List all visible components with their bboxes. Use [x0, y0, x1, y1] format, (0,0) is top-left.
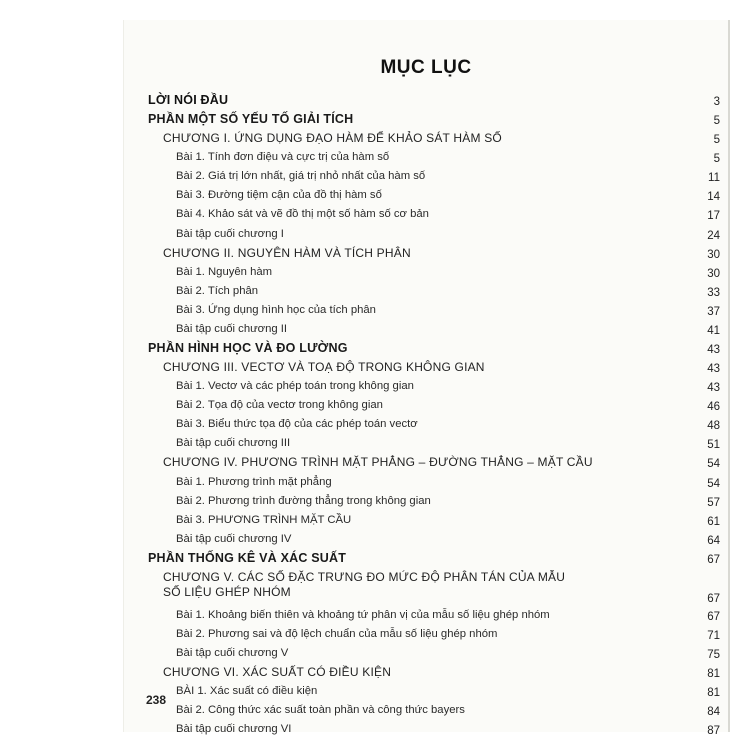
toc-entry: [148, 186, 720, 205]
toc-entry: [148, 377, 720, 396]
toc-entry: [148, 339, 720, 358]
toc-entry-page: 67: [707, 553, 720, 566]
toc-entry-page: 41: [707, 324, 720, 337]
toc-entry-page: 54: [707, 458, 720, 471]
toc-entry-page: 11: [708, 172, 720, 185]
toc-entry-label: Bài 4. Khảo sát và vẽ đồ thị một số hàm số cơ bản: [176, 208, 429, 221]
toc-entry: [148, 453, 720, 472]
toc-entry-page: 48: [707, 420, 720, 433]
toc-entry-page: 81: [707, 687, 720, 700]
toc-entry-page: 87: [707, 725, 720, 738]
toc-entry-page: 64: [707, 534, 720, 547]
toc-entry: [148, 282, 720, 301]
table-of-contents: [148, 91, 720, 740]
toc-entry: [148, 244, 720, 263]
toc-entry: [148, 644, 720, 663]
toc-entry-label: CHƯƠNG I. ỨNG DỤNG ĐẠO HÀM ĐỂ KHẢO SÁT HÀM SỐ: [163, 131, 502, 146]
toc-entry-label: Bài 2. Phương trình đường thẳng trong không gian: [176, 494, 431, 507]
toc-entry-label: Bài 3. PHƯƠNG TRÌNH MẶT CẦU: [176, 513, 352, 526]
toc-entry-page: 5: [713, 115, 720, 128]
toc-entry-label: Bài tập cuối chương V: [176, 647, 289, 660]
toc-entry-label: CHƯƠNG III. VECTƠ VÀ TOẠ ĐỘ TRONG KHÔNG GIAN: [163, 360, 485, 375]
toc-entry-page: 33: [707, 286, 720, 299]
toc-entry: [148, 434, 720, 453]
toc-entry-page: 30: [707, 248, 720, 261]
toc-entry-label: Bài tập cuối chương II: [176, 322, 288, 335]
toc-entry-label: Bài 3. Ứng dụng hình học của tích phân: [176, 303, 376, 316]
toc-entry-label: Bài tập cuối chương III: [176, 437, 291, 450]
toc-entry-label: Bài 2. Tọa độ của vectơ trong không gian: [176, 399, 383, 412]
toc-entry-page: 37: [707, 305, 720, 318]
toc-entry: [148, 167, 720, 186]
toc-entry: [148, 492, 720, 511]
toc-entry-page: 24: [707, 229, 720, 242]
toc-entry-page: 84: [707, 706, 720, 719]
toc-entry: [148, 549, 720, 568]
toc-entry-label: Bài 2. Giá trị lớn nhất, giá trị nhỏ nhất của hàm số: [176, 170, 426, 183]
toc-entry: [148, 720, 720, 739]
page-number: 238: [146, 693, 167, 707]
toc-entry: [148, 358, 720, 377]
toc-entry-page: 30: [707, 267, 720, 280]
toc-entry-label: PHẦN MỘT SỐ YẾU TỐ GIẢI TÍCH: [148, 112, 354, 127]
toc-entry-label: PHẦN HÌNH HỌC VÀ ĐO LƯỜNG: [148, 341, 348, 356]
toc-entry-label: Bài 1. Nguyên hàm: [176, 265, 273, 278]
toc-entry-label: Bài 1. Vectơ và các phép toán trong không gian: [176, 380, 414, 393]
toc-entry-label: Bài tập cuối chương VI: [176, 723, 292, 736]
toc-entry-label: Bài 2. Tích phân: [176, 284, 259, 297]
toc-entry-page: 43: [707, 382, 720, 395]
toc-entry-label: Bài 1. Tính đơn điệu và cực trị của hàm số: [176, 151, 390, 164]
toc-entry-page: 81: [707, 668, 720, 681]
toc-entry-label: BÀI 1. Xác suất có điều kiện: [176, 685, 318, 698]
toc-entry-page: 14: [707, 191, 720, 204]
toc-entry: [148, 625, 720, 644]
toc-entry: [148, 511, 720, 530]
toc-entry: [148, 568, 720, 606]
toc-entry: [148, 473, 720, 492]
toc-entry-page: 67: [707, 610, 720, 623]
toc-entry: [148, 205, 720, 224]
toc-entry-page: 5: [713, 134, 720, 147]
toc-entry-page: 57: [707, 496, 720, 509]
toc-entry-label: Bài 3. Đường tiệm cận của đồ thị hàm số: [176, 189, 382, 202]
toc-entry-label: CHƯƠNG V. CÁC SỐ ĐẶC TRƯNG ĐO MỨC ĐỘ PHÂN TÁN CỦA MẪU SỐ LIỆU GHÉP NHÓM: [163, 569, 566, 599]
book-page: [124, 20, 728, 738]
toc-entry-label: LỜI NÓI ĐẦU: [148, 93, 229, 107]
toc-entry: [148, 530, 720, 549]
toc-entry: [148, 320, 720, 339]
toc-entry-page: 46: [707, 401, 720, 414]
toc-entry-label: CHƯƠNG VI. XÁC SUẤT CÓ ĐIỀU KIỆN: [163, 665, 392, 680]
toc-entry-page: 17: [707, 210, 720, 223]
toc-entry-label: Bài tập cuối chương I: [176, 227, 284, 240]
toc-entry-page: 71: [707, 630, 720, 643]
toc-entry: [148, 606, 720, 625]
toc-entry: [148, 415, 720, 434]
toc-entry-page: 43: [707, 363, 720, 376]
toc-entry: [148, 148, 720, 167]
toc-entry: [148, 110, 720, 129]
toc-entry-page: 67: [707, 592, 720, 605]
toc-entry-page: 61: [707, 515, 720, 528]
toc-entry-label: PHẦN THỐNG KÊ VÀ XÁC SUẤT: [148, 550, 347, 565]
toc-entry: [148, 91, 720, 110]
toc-entry-page: 43: [707, 344, 720, 357]
toc-entry-label: Bài 2. Phương sai và độ lệch chuẩn của mẫu số liệu ghép nhóm: [176, 628, 498, 641]
toc-entry-label: Bài 3. Biểu thức tọa độ của các phép toán vectơ: [176, 418, 418, 431]
toc-entry: [148, 301, 720, 320]
toc-entry: [148, 263, 720, 282]
toc-entry: [148, 396, 720, 415]
toc-entry-label: Bài 1. Phương trình mặt phẳng: [176, 475, 332, 488]
toc-entry-label: Bài tập cuối chương IV: [176, 532, 292, 545]
toc-entry-page: 51: [707, 439, 720, 452]
toc-entry-label: Bài 2. Công thức xác suất toàn phần và công thức bayers: [176, 704, 465, 717]
toc-entry-label: CHƯƠNG IV. PHƯƠNG TRÌNH MẶT PHẲNG – ĐƯỜNG THẲNG – MẶT CẦU: [163, 455, 593, 470]
toc-entry-label: CHƯƠNG II. NGUYÊN HÀM VÀ TÍCH PHÂN: [163, 245, 411, 260]
toc-entry-page: 54: [707, 477, 720, 490]
page-title: MỤC LỤC: [380, 57, 472, 78]
toc-entry: [148, 701, 720, 720]
toc-entry-label: Bài 1. Khoảng biến thiên và khoảng tứ phân vị của mẫu số liệu ghép nhóm: [176, 608, 550, 621]
toc-entry: [148, 663, 720, 682]
toc-entry-page: 75: [707, 649, 720, 662]
toc-entry-page: 5: [713, 153, 720, 166]
toc-entry: [148, 129, 720, 148]
toc-entry: [148, 225, 720, 244]
toc-entry-page: 3: [713, 96, 720, 108]
toc-entry: [148, 682, 720, 701]
